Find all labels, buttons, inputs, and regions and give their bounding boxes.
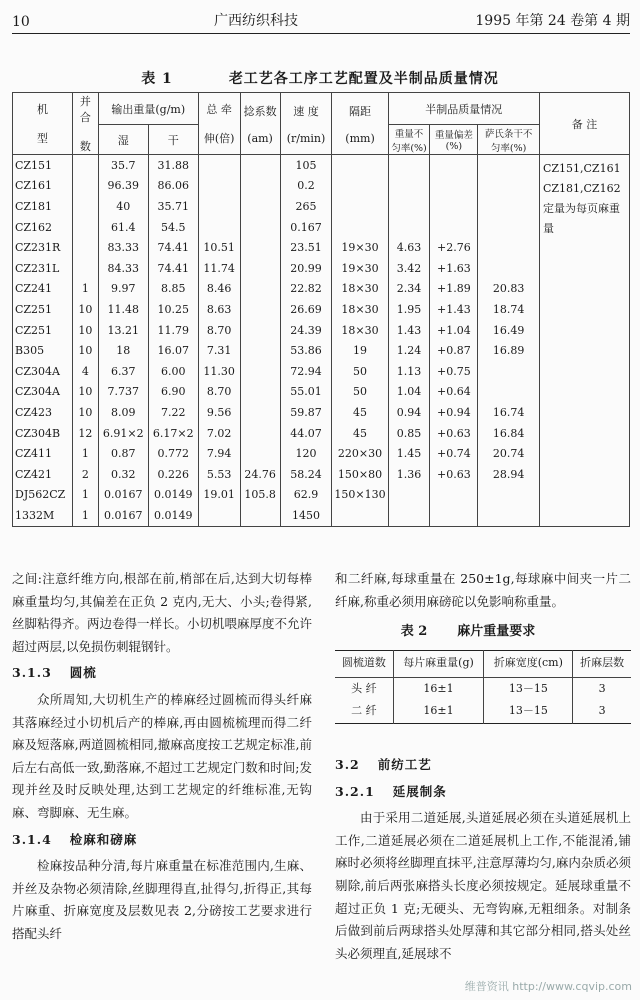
table-cell bbox=[240, 155, 280, 176]
table-cell bbox=[198, 505, 240, 526]
table-row bbox=[13, 485, 630, 506]
table-cell bbox=[240, 361, 280, 382]
table-cell bbox=[388, 505, 430, 526]
table-row bbox=[13, 320, 630, 341]
table-cell: 24.76 bbox=[240, 464, 280, 485]
table-cell: 12 bbox=[72, 423, 98, 444]
table-cell bbox=[430, 217, 478, 238]
table-cell: 1.45 bbox=[388, 443, 430, 464]
table-cell: 2.34 bbox=[388, 279, 430, 300]
table-cell bbox=[430, 196, 478, 217]
table-cell bbox=[72, 237, 98, 258]
table-row bbox=[13, 382, 630, 403]
table-cell: 54.5 bbox=[148, 217, 198, 238]
table-cell bbox=[240, 258, 280, 279]
col-header-twist: 捻系数 (am) bbox=[240, 93, 280, 155]
table-cell: 28.94 bbox=[478, 464, 540, 485]
table-cell: 0.0167 bbox=[98, 505, 148, 526]
table-cell: 18×30 bbox=[332, 299, 388, 320]
table-cell: 8.70 bbox=[198, 320, 240, 341]
remark-note: CZ151,CZ161 CZ181,CZ162 定量为每页麻重量 bbox=[539, 155, 629, 527]
table-cell: 105 bbox=[280, 155, 332, 176]
table-cell: +0.74 bbox=[430, 443, 478, 464]
page-number: 10 bbox=[12, 14, 30, 30]
table-cell: DJ562CZ bbox=[13, 485, 73, 506]
table-cell: +1.43 bbox=[430, 299, 478, 320]
paragraph: 检麻按品种分清,每片麻重量在标准范围内,生麻、并丝及杂物必须清除,丝脚理得直,扯得匀,折得正,其每片麻重、折麻宽度及层数见表 2,分磅按工艺要求进行搭配头纤 bbox=[12, 858, 312, 941]
paragraph: 之间:注意纤维方向,根部在前,梢部在后,达到大切每棒麻重量均匀,其偏差在正负 2 克内,无大、小头;卷得紧,丝脚粘得齐。两边卷得一样长。小切机喂麻厚度不允许超过两层,以免损伤刺辊钢针。 bbox=[12, 571, 313, 654]
table-cell: 0.87 bbox=[98, 443, 148, 464]
table-row bbox=[13, 402, 630, 423]
col-header-remark: 备 注 bbox=[539, 93, 629, 155]
table-cell: CZ411 bbox=[13, 443, 73, 464]
table-cell bbox=[240, 237, 280, 258]
table-cell: 1 bbox=[72, 505, 98, 526]
table1-caption bbox=[0, 68, 640, 88]
table-cell: 13－15 bbox=[484, 677, 573, 700]
table-row bbox=[13, 155, 630, 176]
table-cell bbox=[388, 196, 430, 217]
table-cell: 16.07 bbox=[148, 340, 198, 361]
table-cell: 8.09 bbox=[98, 402, 148, 423]
table-cell: 105.8 bbox=[240, 485, 280, 506]
table-cell: 96.39 bbox=[98, 176, 148, 197]
table-cell: 1450 bbox=[280, 505, 332, 526]
table-cell: CZ304B bbox=[13, 423, 73, 444]
col-header-wet: 湿 bbox=[98, 125, 148, 155]
table-cell: 83.33 bbox=[98, 237, 148, 258]
table-cell bbox=[388, 176, 430, 197]
table-cell: +0.64 bbox=[430, 382, 478, 403]
table-cell: 0.0167 bbox=[98, 485, 148, 506]
table-row bbox=[13, 340, 630, 361]
table-cell: 11.30 bbox=[198, 361, 240, 382]
table-cell: CZ231L bbox=[13, 258, 73, 279]
table-cell: 24.39 bbox=[280, 320, 332, 341]
table-row bbox=[13, 217, 630, 238]
table-cell: 19×30 bbox=[332, 258, 388, 279]
table-cell: 40 bbox=[98, 196, 148, 217]
table-cell: 62.9 bbox=[280, 485, 332, 506]
table-cell bbox=[240, 382, 280, 403]
table2-col-header: 每片麻重量(g) bbox=[393, 650, 484, 677]
section-heading: 3.1.4 检麻和磅麻 bbox=[12, 831, 138, 847]
table-cell bbox=[430, 485, 478, 506]
table-cell bbox=[198, 196, 240, 217]
table-cell: 220×30 bbox=[332, 443, 388, 464]
table-cell bbox=[478, 505, 540, 526]
table-cell bbox=[332, 505, 388, 526]
table-cell: 0.772 bbox=[148, 443, 198, 464]
table-cell: CZ231R bbox=[13, 237, 73, 258]
table-row bbox=[13, 176, 630, 197]
watermark: 维普资讯 http://www.cqvip.com bbox=[464, 980, 632, 993]
col-header-draft: 总 牵 伸(倍) bbox=[198, 93, 240, 155]
table-cell: 7.02 bbox=[198, 423, 240, 444]
table-cell: 61.4 bbox=[98, 217, 148, 238]
table-cell: 50 bbox=[332, 361, 388, 382]
table-cell: 265 bbox=[280, 196, 332, 217]
table-cell: 16.74 bbox=[478, 402, 540, 423]
table2-col-header: 折麻宽度(cm) bbox=[484, 650, 573, 677]
table-cell: 1 bbox=[72, 279, 98, 300]
table-cell: +2.76 bbox=[430, 237, 478, 258]
table-cell: 45 bbox=[332, 423, 388, 444]
table-cell: 20.83 bbox=[478, 279, 540, 300]
col-header-quality: 半制品质量情况 bbox=[388, 93, 539, 125]
table-cell: 35.71 bbox=[148, 196, 198, 217]
table-cell: 8.70 bbox=[198, 382, 240, 403]
running-header bbox=[12, 8, 630, 34]
table-cell: 6.00 bbox=[148, 361, 198, 382]
table-row bbox=[335, 677, 631, 700]
table-cell bbox=[478, 485, 540, 506]
table-cell bbox=[198, 176, 240, 197]
table-cell: 16.89 bbox=[478, 340, 540, 361]
table-row bbox=[13, 196, 630, 217]
table-cell: CZ151 bbox=[13, 155, 73, 176]
table-cell: 6.91×2 bbox=[98, 423, 148, 444]
table-cell: CZ423 bbox=[13, 402, 73, 423]
table-cell: 23.51 bbox=[280, 237, 332, 258]
table-row bbox=[13, 258, 630, 279]
table-cell: 16.84 bbox=[478, 423, 540, 444]
left-column bbox=[12, 568, 312, 946]
table-cell: CZ251 bbox=[13, 299, 73, 320]
table-cell bbox=[240, 402, 280, 423]
table-cell: 8.63 bbox=[198, 299, 240, 320]
table1-title: 老工艺各工序工艺配置及半制品质量情况 bbox=[228, 71, 499, 87]
table-cell: 4.63 bbox=[388, 237, 430, 258]
table-cell: 7.22 bbox=[148, 402, 198, 423]
table-cell: 72.94 bbox=[280, 361, 332, 382]
table-cell: 13.21 bbox=[98, 320, 148, 341]
table1-label: 表 1 bbox=[141, 71, 173, 87]
table-cell: 19×30 bbox=[332, 237, 388, 258]
table-cell: 3 bbox=[573, 677, 631, 700]
paragraph: 由于采用二道延展,头道延展必须在头道延展机上工作,二道延展必须在二道延展机上工作,不能混淆,铺麻时必须将丝脚理直抹平,注意厚薄均匀,麻内杂质必须剔除,前后两张麻搭头长度必须按规定。延展球重量不超过正负 1 克;无硬头、无弯钩麻,无粗细条。对制条后做到前后两球搭头处厚薄和其它部分相同,搭头处丝头必须理直,延展球不 bbox=[335, 810, 631, 961]
table-cell bbox=[240, 423, 280, 444]
table-cell: 0.32 bbox=[98, 464, 148, 485]
table-cell: 150×80 bbox=[332, 464, 388, 485]
table2-caption: 表 2 麻片重量要求 bbox=[400, 624, 536, 640]
table-cell bbox=[198, 217, 240, 238]
col-header-weight: 输出重量(g/m) bbox=[98, 93, 198, 125]
table-cell: CZ304A bbox=[13, 382, 73, 403]
table-cell: 59.87 bbox=[280, 402, 332, 423]
table-cell: 10 bbox=[72, 320, 98, 341]
table-cell bbox=[72, 258, 98, 279]
table-cell: CZ251 bbox=[13, 320, 73, 341]
table-cell: 16±1 bbox=[393, 700, 484, 723]
right-column bbox=[335, 568, 631, 965]
table-cell: 44.07 bbox=[280, 423, 332, 444]
table-cell: 22.82 bbox=[280, 279, 332, 300]
col-header-model: 机 型 bbox=[13, 93, 73, 155]
table-cell: 头 纤 bbox=[351, 681, 377, 695]
table-row bbox=[13, 361, 630, 382]
table-cell: +0.63 bbox=[430, 464, 478, 485]
table-cell: 86.06 bbox=[148, 176, 198, 197]
table-cell: 8.46 bbox=[198, 279, 240, 300]
table-row bbox=[13, 505, 630, 526]
table-cell: 7.94 bbox=[198, 443, 240, 464]
table-cell bbox=[332, 176, 388, 197]
table-cell: 0.167 bbox=[280, 217, 332, 238]
table-cell: 150×130 bbox=[332, 485, 388, 506]
issue-info: 1995 年第 24 卷第 4 期 bbox=[475, 13, 630, 29]
table-row bbox=[13, 443, 630, 464]
table-cell: 1.36 bbox=[388, 464, 430, 485]
table-cell: 55.01 bbox=[280, 382, 332, 403]
col-header-weight-deviation: 重量偏差(%) bbox=[430, 125, 478, 155]
table-cell bbox=[332, 155, 388, 176]
table-cell bbox=[240, 299, 280, 320]
table-cell: 16.49 bbox=[478, 320, 540, 341]
table-cell bbox=[478, 237, 540, 258]
table-cell bbox=[240, 176, 280, 197]
table-cell: 31.88 bbox=[148, 155, 198, 176]
table-cell: 20.99 bbox=[280, 258, 332, 279]
section-heading: 3.2 前纺工艺 bbox=[335, 756, 432, 772]
table-cell: +0.94 bbox=[430, 402, 478, 423]
table-cell: 1.95 bbox=[388, 299, 430, 320]
journal-name: 广西纺织科技 bbox=[214, 13, 298, 29]
table-cell: 84.33 bbox=[98, 258, 148, 279]
table-cell: 50 bbox=[332, 382, 388, 403]
table2-col-header: 圆梳道数 bbox=[335, 650, 393, 677]
table-cell: +0.75 bbox=[430, 361, 478, 382]
table-cell bbox=[240, 443, 280, 464]
table-cell bbox=[388, 217, 430, 238]
sliver-weight-table bbox=[335, 650, 631, 724]
table-cell: 1 bbox=[72, 485, 98, 506]
table-cell: 8.85 bbox=[148, 279, 198, 300]
table-row bbox=[13, 237, 630, 258]
table-cell: 1.43 bbox=[388, 320, 430, 341]
table-cell: 3.42 bbox=[388, 258, 430, 279]
table-cell: 11.48 bbox=[98, 299, 148, 320]
table-cell: 10 bbox=[72, 402, 98, 423]
table-cell bbox=[478, 258, 540, 279]
table-cell: 18 bbox=[98, 340, 148, 361]
table-cell bbox=[72, 155, 98, 176]
table-cell: 7.737 bbox=[98, 382, 148, 403]
table-cell: +1.63 bbox=[430, 258, 478, 279]
col-header-gauge: 隔距 (mm) bbox=[332, 93, 388, 155]
table-cell: 二 纤 bbox=[351, 704, 377, 718]
table-cell: 0.2 bbox=[280, 176, 332, 197]
table-cell: 45 bbox=[332, 402, 388, 423]
table-cell bbox=[240, 217, 280, 238]
table-cell: 74.41 bbox=[148, 258, 198, 279]
table-cell: 4 bbox=[72, 361, 98, 382]
table-cell bbox=[430, 505, 478, 526]
table-cell bbox=[478, 361, 540, 382]
table-cell: 0.0149 bbox=[148, 505, 198, 526]
section-heading: 3.1.3 圆梳 bbox=[12, 665, 97, 681]
table-cell: 10 bbox=[72, 299, 98, 320]
table-cell bbox=[388, 155, 430, 176]
table-cell: +0.63 bbox=[430, 423, 478, 444]
table-cell: 9.97 bbox=[98, 279, 148, 300]
table-cell: +1.89 bbox=[430, 279, 478, 300]
table-cell bbox=[478, 217, 540, 238]
table-cell: 20.74 bbox=[478, 443, 540, 464]
table-cell: 18×30 bbox=[332, 279, 388, 300]
table-cell: CZ181 bbox=[13, 196, 73, 217]
table-row bbox=[13, 299, 630, 320]
table-cell bbox=[478, 155, 540, 176]
table-cell: 9.56 bbox=[198, 402, 240, 423]
table-cell: +1.04 bbox=[430, 320, 478, 341]
table-cell bbox=[332, 217, 388, 238]
section-heading: 3.2.1 延展制条 bbox=[335, 783, 447, 799]
table-cell: 1 bbox=[72, 443, 98, 464]
table-cell: 18.74 bbox=[478, 299, 540, 320]
table-cell: CZ161 bbox=[13, 176, 73, 197]
table-cell: 6.17×2 bbox=[148, 423, 198, 444]
table-cell: 10.25 bbox=[148, 299, 198, 320]
table-row bbox=[13, 279, 630, 300]
table-cell bbox=[240, 505, 280, 526]
table-cell: 7.31 bbox=[198, 340, 240, 361]
table-cell: B305 bbox=[13, 340, 73, 361]
table-cell: 0.226 bbox=[148, 464, 198, 485]
table-cell: CZ421 bbox=[13, 464, 73, 485]
table-cell: 10 bbox=[72, 382, 98, 403]
table-cell: 5.53 bbox=[198, 464, 240, 485]
table-cell: 74.41 bbox=[148, 237, 198, 258]
process-config-table bbox=[12, 92, 630, 527]
table-cell: 10 bbox=[72, 340, 98, 361]
table-cell: 6.37 bbox=[98, 361, 148, 382]
table-cell: 13－15 bbox=[484, 700, 573, 723]
table-cell: 11.74 bbox=[198, 258, 240, 279]
table2-col-header: 折麻层数 bbox=[573, 650, 631, 677]
table-cell: 2 bbox=[72, 464, 98, 485]
table-cell bbox=[198, 155, 240, 176]
col-header-doubling: 并合 数 bbox=[72, 93, 98, 155]
table-cell: 1.24 bbox=[388, 340, 430, 361]
table-cell bbox=[388, 485, 430, 506]
table-cell bbox=[240, 279, 280, 300]
table-row bbox=[13, 464, 630, 485]
table-cell: 3 bbox=[573, 700, 631, 723]
table-cell: CZ241 bbox=[13, 279, 73, 300]
table-cell: CZ162 bbox=[13, 217, 73, 238]
table-cell: 120 bbox=[280, 443, 332, 464]
table-cell bbox=[478, 196, 540, 217]
table-cell: 53.86 bbox=[280, 340, 332, 361]
table-cell: CZ304A bbox=[13, 361, 73, 382]
table-cell: 11.79 bbox=[148, 320, 198, 341]
table-cell bbox=[72, 176, 98, 197]
table-cell: 58.24 bbox=[280, 464, 332, 485]
paragraph: 和二纤麻,每球重量在 250±1g,每球麻中间夹一片二纤麻,称重必须用麻磅砣以免影响称重量。 bbox=[335, 571, 631, 609]
table-cell: 0.85 bbox=[388, 423, 430, 444]
table-cell bbox=[430, 155, 478, 176]
table-cell: 18×30 bbox=[332, 320, 388, 341]
table-cell bbox=[430, 176, 478, 197]
table-cell bbox=[332, 196, 388, 217]
table-cell: 1.13 bbox=[388, 361, 430, 382]
table-cell bbox=[240, 320, 280, 341]
table-cell: 0.94 bbox=[388, 402, 430, 423]
col-header-sliver-unevenness: 萨氏条干不匀率(%) bbox=[478, 125, 540, 155]
table-cell: +0.87 bbox=[430, 340, 478, 361]
table-cell: 19.01 bbox=[198, 485, 240, 506]
table-cell bbox=[478, 176, 540, 197]
table-row bbox=[13, 423, 630, 444]
table-cell bbox=[72, 196, 98, 217]
col-header-weight-unevenness: 重量不匀率(%) bbox=[388, 125, 430, 155]
table-cell: 19 bbox=[332, 340, 388, 361]
table-cell: 35.7 bbox=[98, 155, 148, 176]
table-cell: 6.90 bbox=[148, 382, 198, 403]
col-header-dry: 干 bbox=[148, 125, 198, 155]
table-cell bbox=[478, 382, 540, 403]
table-row bbox=[335, 700, 631, 723]
paragraph: 众所周知,大切机生产的棒麻经过圆梳而得头纤麻其落麻经过小切机后产的棒麻,再由圆梳梳理而得二纤麻及短落麻,两道圆梳相同,撤麻高度按工艺规定标准,前后左右高低一致,勤落麻,不超过工艺规定门数和时间;发现并丝及时反映处理,达到工艺规定的纤维标准,无钩麻、弯脚麻、无生麻。 bbox=[12, 691, 312, 820]
table-cell bbox=[240, 340, 280, 361]
table-cell: 26.69 bbox=[280, 299, 332, 320]
table-cell: 16±1 bbox=[393, 677, 484, 700]
table-cell bbox=[72, 217, 98, 238]
table-cell: 1332M bbox=[13, 505, 73, 526]
table-cell: 0.0149 bbox=[148, 485, 198, 506]
table-cell: 1.04 bbox=[388, 382, 430, 403]
table-cell bbox=[240, 196, 280, 217]
col-header-speed: 速 度 (r/min) bbox=[280, 93, 332, 155]
table-cell: 10.51 bbox=[198, 237, 240, 258]
